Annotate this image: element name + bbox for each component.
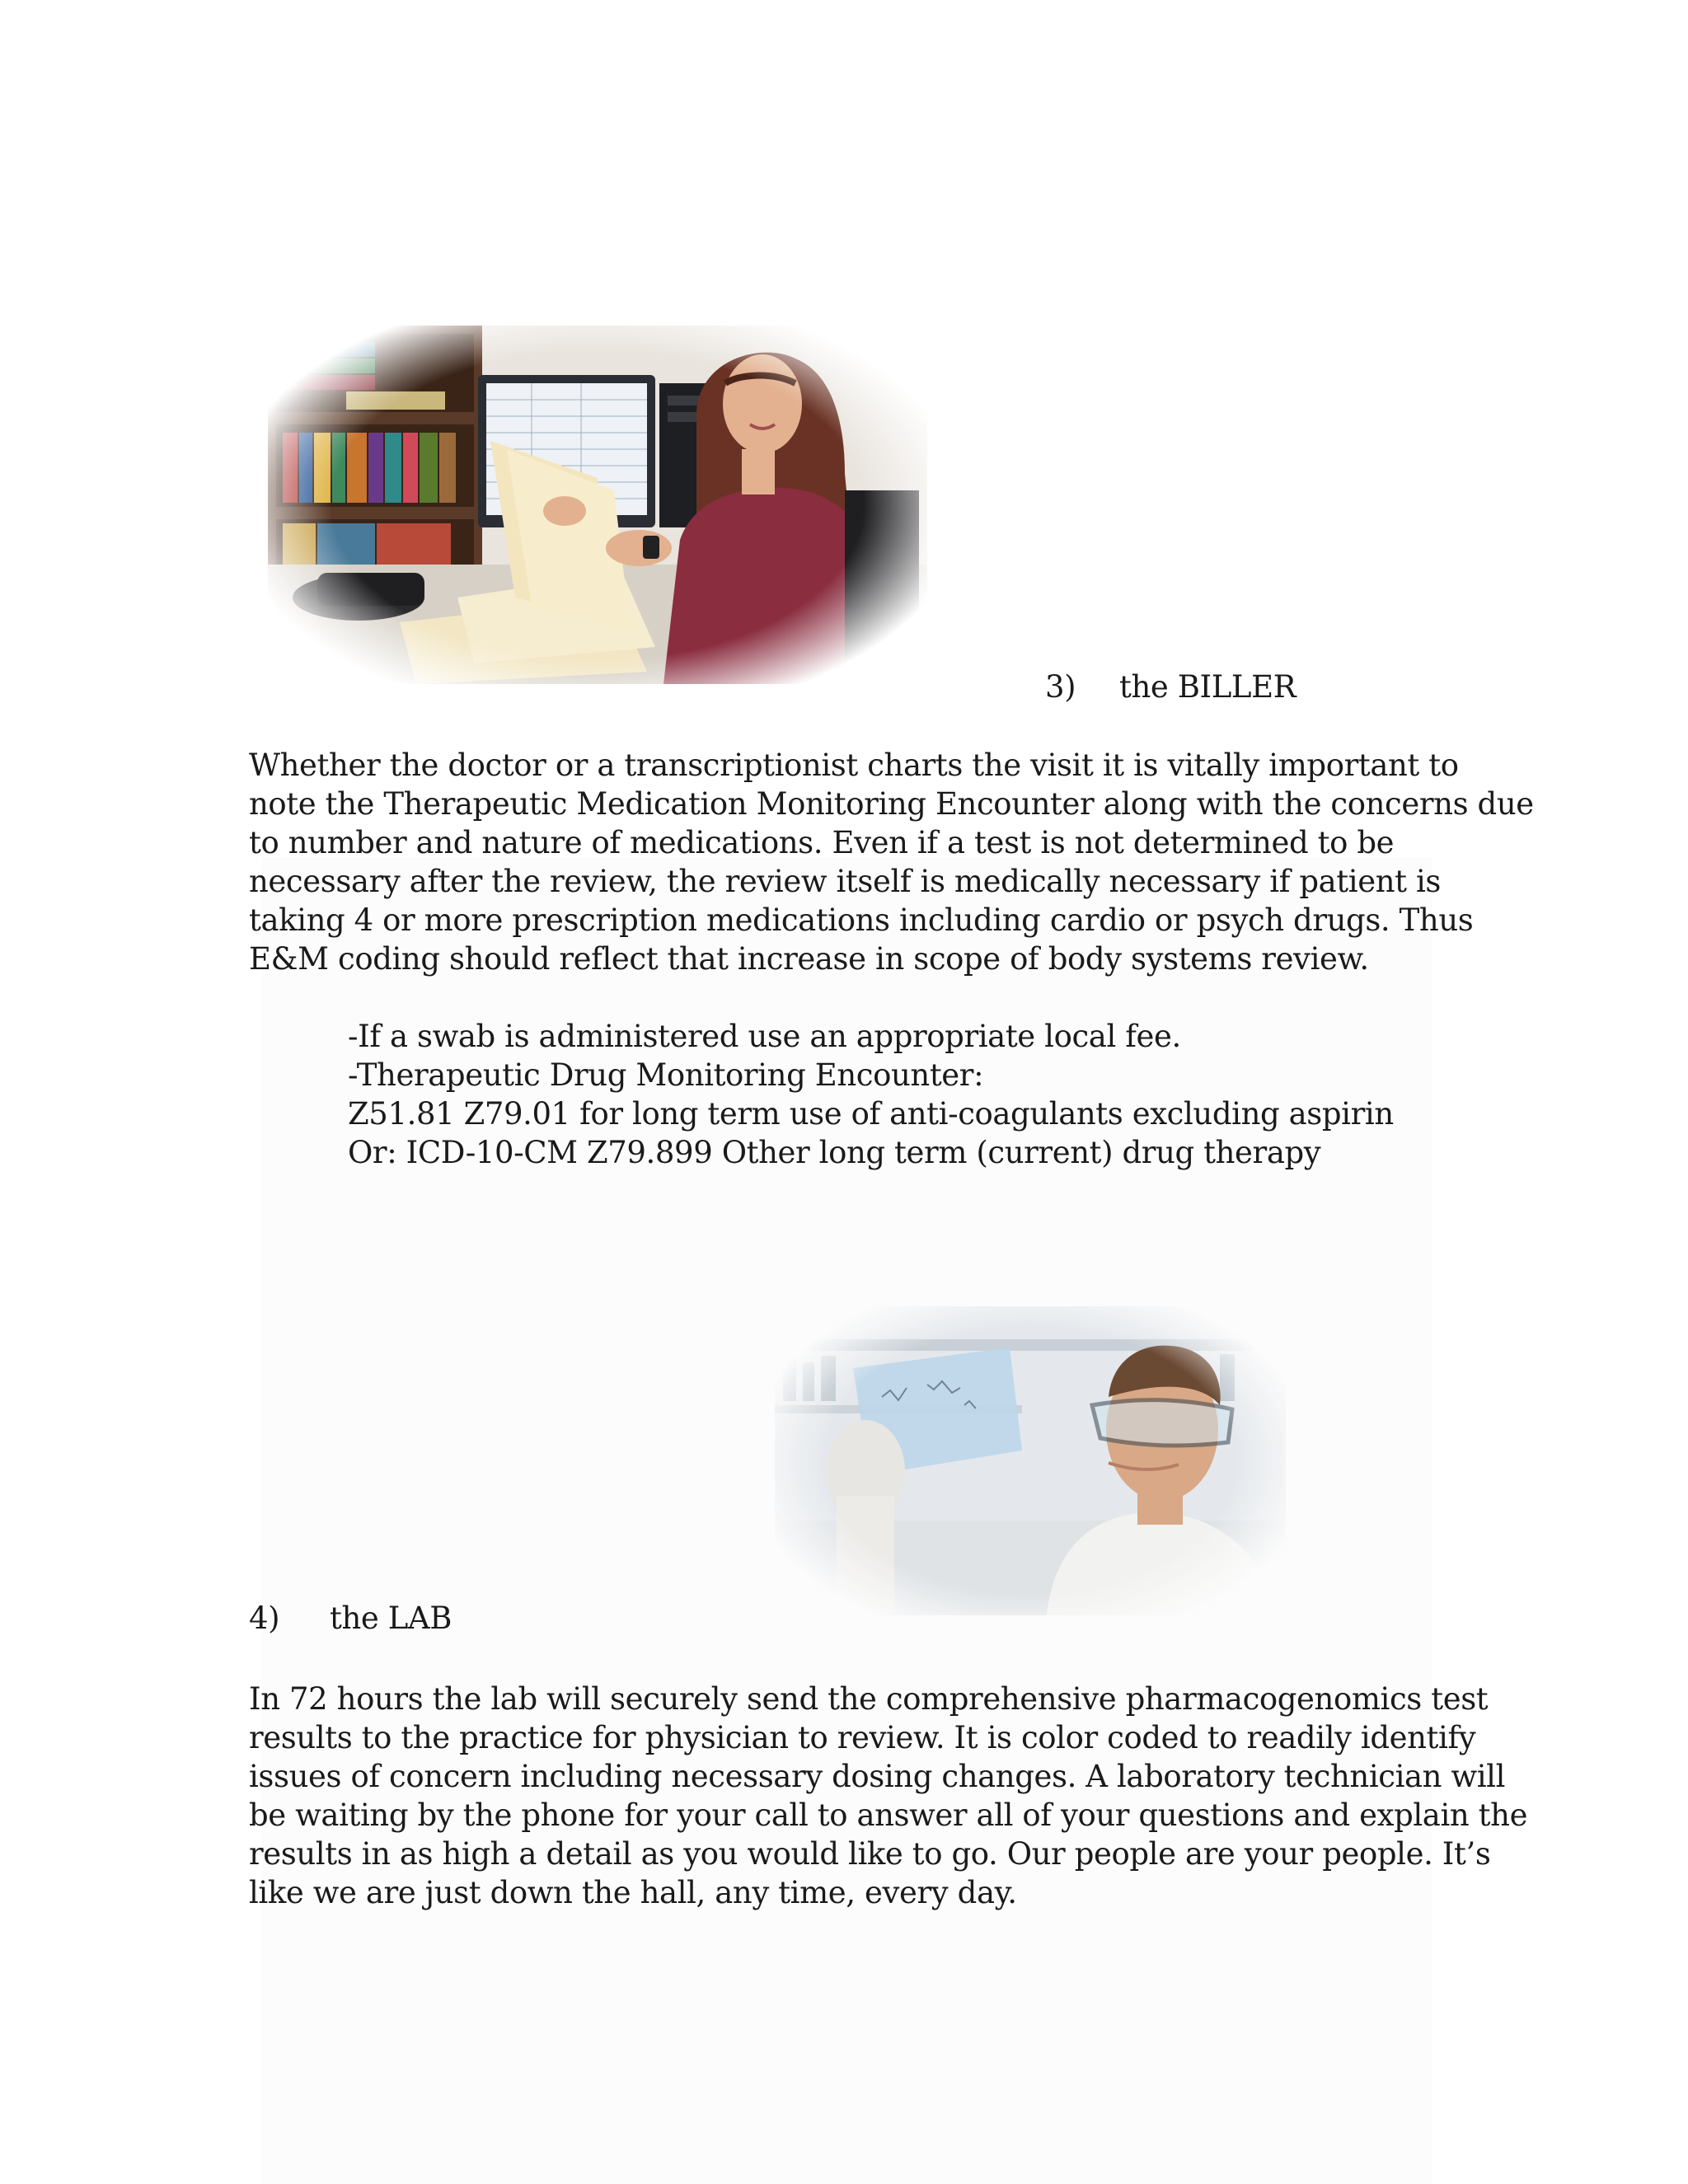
lab-heading [249,1599,452,1638]
lab-paragraph-line: issues of concern including necessary dosing changes. A laboratory technician will [249,1759,1506,1794]
lab-heading-label: the LAB [330,1601,452,1636]
biller-heading-number: 3) [1045,669,1076,705]
biller-photo-illustration [268,326,927,684]
billing-codes-item: -If a swab is administered use an appropriate local fee. [348,1019,1181,1054]
lab-paragraph [249,1680,1528,1912]
biller-paragraph-line: E&M coding should reflect that increase in scope of body systems review. [249,941,1369,977]
biller-paragraph-line: taking 4 or more prescription medications including cardio or psych drugs. Thus [249,902,1474,938]
biller-paragraph [249,746,1534,978]
biller-paragraph-line: Whether the doctor or a transcriptionist charts the visit it is vitally important to [249,748,1459,783]
billing-codes-item: Z51.81 Z79.01 for long term use of anti-coagulants excluding aspirin [348,1096,1394,1132]
lab-paragraph-line: results in as high a detail as you would like to go. Our people are your people. It’s [249,1836,1491,1872]
biller-photo [268,326,927,684]
billing-codes-item: -Therapeutic Drug Monitoring Encounter: [348,1057,984,1093]
biller-paragraph-line: necessary after the review, the review itself is medically necessary if patient is [249,864,1441,899]
billing-codes-item: Or: ICD-10-CM Z79.899 Other long term (current) drug therapy [348,1135,1321,1170]
lab-photo [775,1306,1286,1615]
biller-heading [1045,668,1296,706]
biller-heading-label: the BILLER [1119,669,1296,705]
billing-codes-list [348,1017,1394,1172]
lab-paragraph-line: In 72 hours the lab will securely send the comprehensive pharmacogenomics test [249,1681,1489,1717]
lab-paragraph-line: results to the practice for physician to review. It is color coded to readily identify [249,1720,1476,1755]
lab-photo-illustration [775,1306,1286,1615]
lab-paragraph-line: be waiting by the phone for your call to answer all of your questions and explain the [249,1797,1528,1833]
lab-paragraph-line: like we are just down the hall, any time, every day. [249,1875,1017,1910]
biller-paragraph-line: note the Therapeutic Medication Monitoring Encounter along with the concerns due [249,786,1534,822]
biller-paragraph-line: to number and nature of medications. Even if a test is not determined to be [249,825,1395,860]
lab-heading-number: 4) [249,1601,280,1636]
